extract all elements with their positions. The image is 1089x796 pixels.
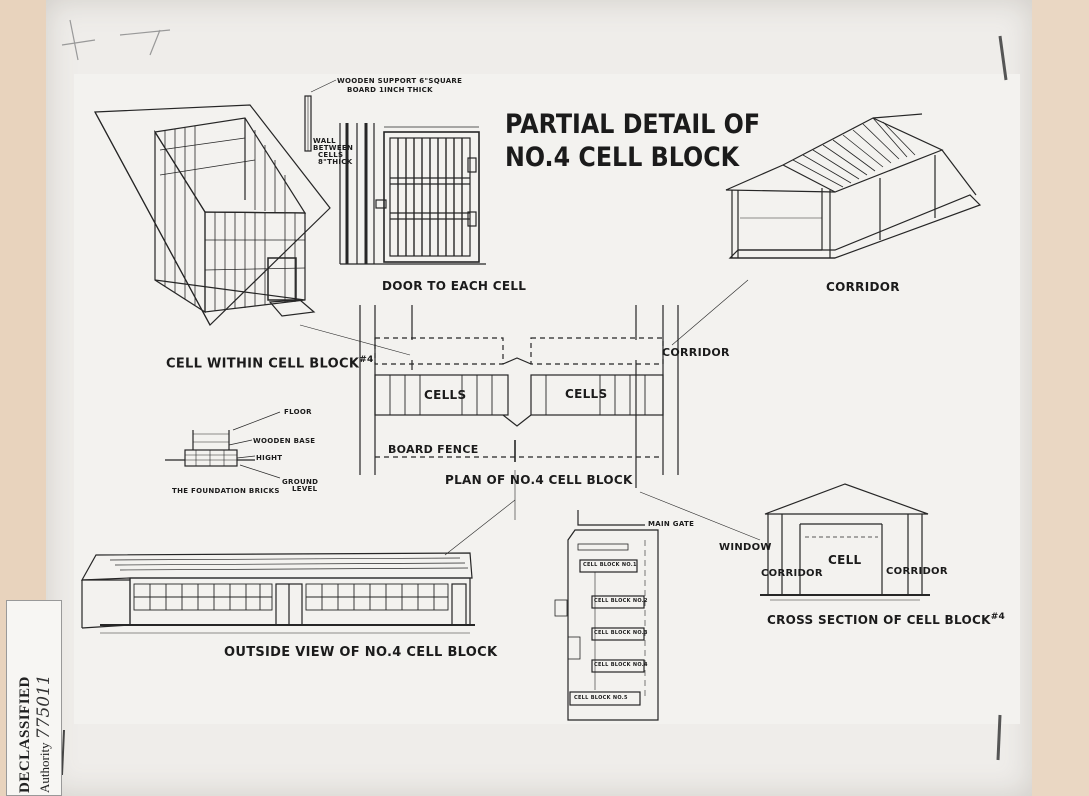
cells-left-label: CELLS: [424, 388, 467, 402]
door-label: DOOR TO EACH CELL: [382, 279, 527, 293]
corridor-perspective-label: CORRIDOR: [826, 280, 900, 294]
corridor-left-label: CORRIDOR: [761, 568, 823, 579]
note-ground-1: GROUND: [282, 478, 319, 486]
plan-label: PLAN OF NO.4 CELL BLOCK: [445, 473, 633, 487]
note-ground-2: LEVEL: [292, 485, 318, 493]
note-wall-4: 8"THICK: [318, 158, 353, 166]
cross-section-label: [767, 612, 1005, 627]
board-fence-label: BOARD FENCE: [388, 443, 479, 456]
window-label: WINDOW: [719, 542, 772, 553]
note-floor: FLOOR: [284, 408, 312, 416]
cross-section-drawing: [760, 484, 930, 600]
corridor-plan-label: CORRIDOR: [662, 346, 730, 359]
declassified-stamp-text: [17, 603, 54, 793]
cell-within-superscript: #4: [359, 355, 374, 365]
cell-isometric-drawing: [95, 105, 330, 325]
site-block-2: CELL BLOCK NO.2: [594, 598, 648, 604]
pencil-marks: [62, 20, 170, 60]
cell-label: CELL: [828, 553, 862, 567]
outside-view-drawing: [82, 553, 475, 633]
stamp-declassified: DECLASSIFIED: [17, 676, 33, 793]
declassified-stamp: [6, 600, 62, 796]
corridor-perspective-drawing: [726, 114, 980, 258]
stamp-authority-value: 775011: [34, 674, 54, 740]
cross-section-text: CROSS SECTION OF CELL BLOCK: [767, 613, 991, 627]
floor-plan-drawing: [300, 280, 760, 555]
note-wooden-base: WOODEN BASE: [253, 437, 316, 445]
note-hight: HIGHT: [256, 454, 283, 462]
site-plan-drawing: [555, 510, 658, 720]
cell-within-label: [166, 355, 374, 371]
note-wooden-support-1: WOODEN SUPPORT 6"SQUARE: [337, 77, 463, 85]
site-block-5: CELL BLOCK NO.5: [574, 695, 628, 701]
stamp-authority-label: Authority: [37, 742, 52, 793]
stamp-authority-line: [34, 603, 54, 793]
note-wall-3: CELLS: [318, 151, 344, 159]
site-block-4: CELL BLOCK NO.4: [594, 662, 648, 668]
door-elevation-drawing: [340, 123, 486, 264]
staple-bottom-right: [998, 715, 1000, 760]
site-block-1: CELL BLOCK NO.1: [583, 562, 637, 568]
page-title-line-2: NO.4 CELL BLOCK: [505, 142, 740, 173]
main-gate-label: MAIN GATE: [648, 520, 695, 528]
staple-top-right: [1000, 36, 1006, 80]
outside-view-label: OUTSIDE VIEW OF NO.4 CELL BLOCK: [224, 645, 498, 660]
page-title-line-1: PARTIAL DETAIL OF: [505, 109, 761, 140]
site-block-3: CELL BLOCK NO.3: [594, 630, 648, 636]
note-wall-2: BETWEEN: [313, 144, 354, 152]
staple-bottom-left: [62, 730, 64, 775]
note-wall-1: WALL: [313, 137, 336, 145]
cells-right-label: CELLS: [565, 387, 608, 401]
note-wooden-support-2: BOARD 1INCH THICK: [347, 86, 433, 94]
corridor-right-label: CORRIDOR: [886, 566, 948, 577]
cross-section-superscript: #4: [990, 612, 1006, 622]
cell-within-text: CELL WITHIN CELL BLOCK: [166, 356, 360, 372]
foundation-detail-drawing: [165, 412, 283, 478]
note-foundation: THE FOUNDATION BRICKS: [172, 487, 280, 495]
